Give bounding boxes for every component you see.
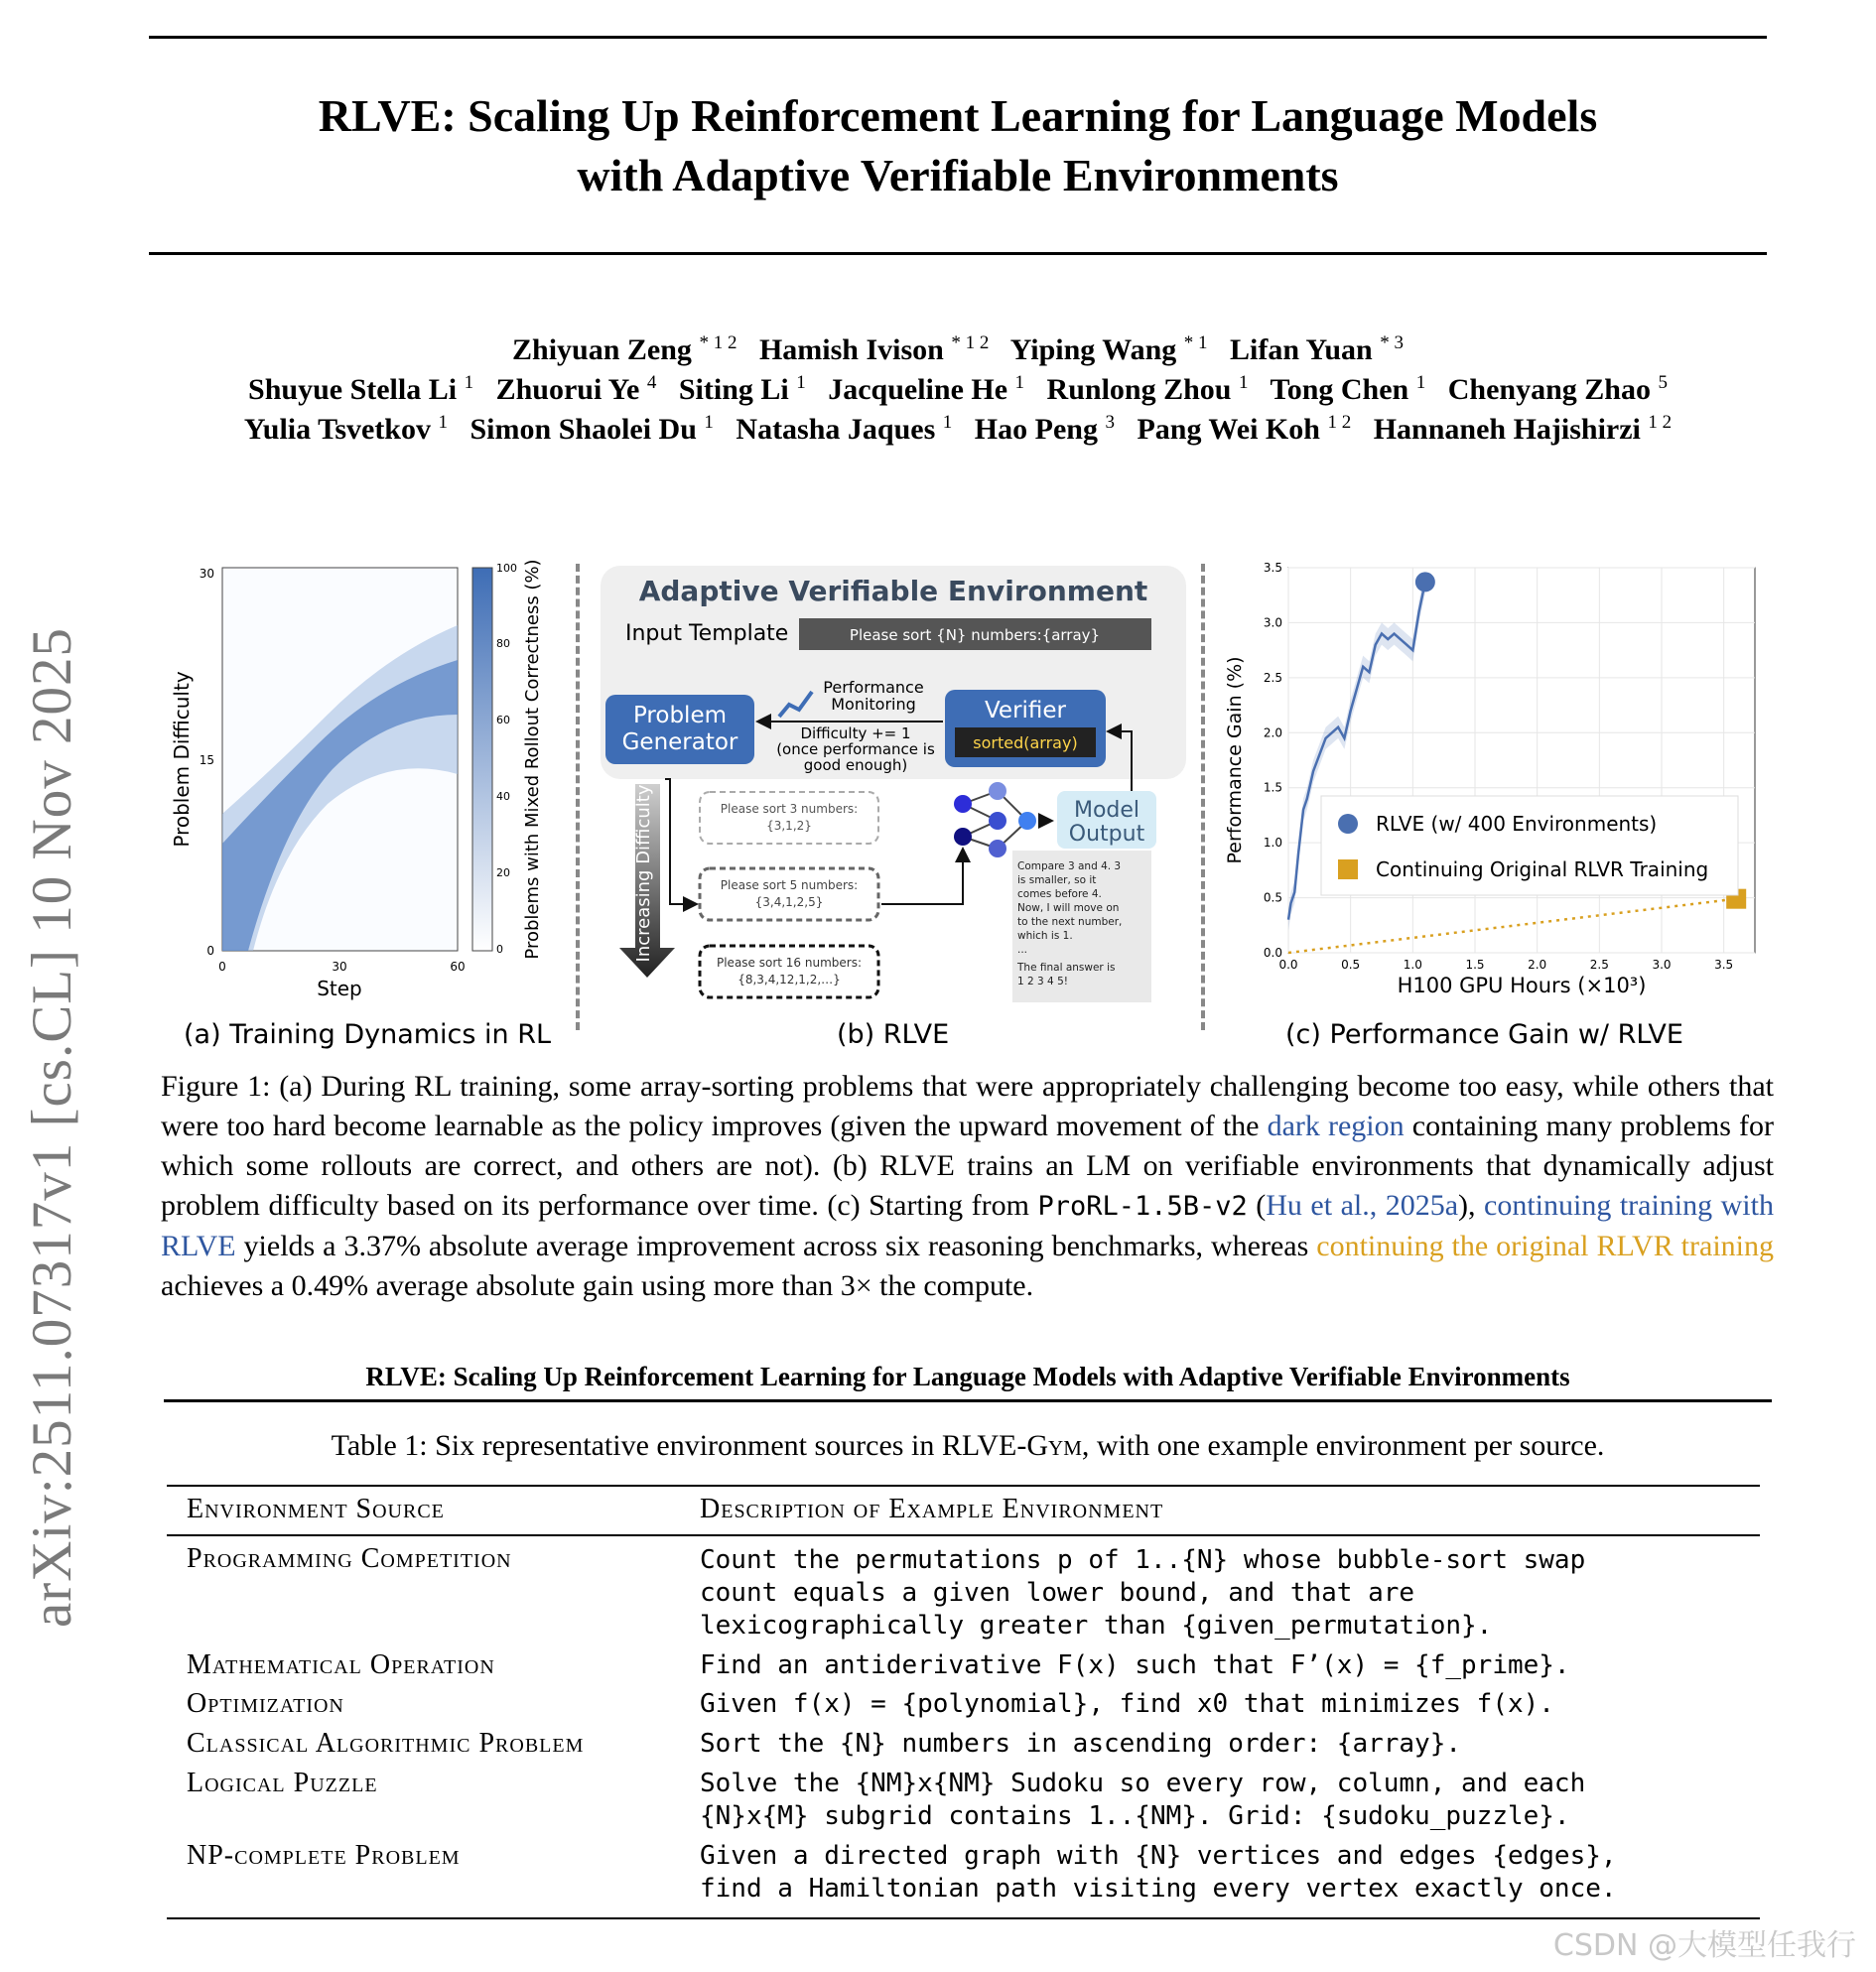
difficulty-note: Difficulty += 1 [800,724,911,742]
figure-c [1219,556,1770,1012]
y-tick-label: 2.0 [1263,725,1282,740]
legend-label: RLVE (w/ 400 Environments) [1376,812,1658,836]
table-cell-description: Count the permutations p of 1..{N} whose bubble-sort swap count equals a given lower bound, and that are lexicographically greater than {given_permutation}. [700,1545,1586,1641]
input-template-label: Input Template [625,621,789,646]
title-bottom-rule [149,252,1767,255]
x-tick-label: 0.5 [1341,958,1361,972]
cbar-tick: 80 [496,637,510,650]
example-text: Please sort 5 numbers: [720,878,859,892]
language-model-icon [954,782,1036,857]
table-cell-description: Find an antiderivative F(x) such that F’(x) = {f_prime}. [700,1650,1570,1680]
example-problem-hard [700,946,878,997]
author[interactable]: Tong Chen $^1$ [1270,372,1426,406]
environment-box-title: Adaptive Verifiable Environment [638,575,1148,607]
problem-generator-label: Problem [632,703,728,728]
example-text: {8,3,4,12,1,2,…} [737,973,841,986]
separator [576,564,580,1030]
author[interactable]: Simon Shaolei Du $^1$ [469,412,714,446]
output-line: Now, I will move on [1017,902,1120,914]
table-cell-source: Mathematical Operation [187,1649,495,1680]
table-header-source: Environment Source [187,1494,445,1524]
model-output-label: Model [1073,798,1140,823]
author[interactable]: Shuyue Stella Li $^1$ [248,372,474,406]
example-text: {3,4,1,2,5} [754,895,824,909]
author[interactable]: Siting Li $^1$ [678,372,806,406]
y-tick-label: 3.5 [1263,561,1282,575]
author[interactable]: Jacqueline He $^1$ [828,372,1025,406]
author-line-3 [139,403,1777,450]
table-cell-source: Classical Algorithmic Problem [187,1728,585,1759]
author[interactable]: Hamish Ivison $^{* 1 2}$ [758,332,990,366]
x-tick-label: 3.0 [1652,958,1672,972]
generator-arrow [665,779,697,904]
author[interactable]: Hao Peng $^3$ [974,412,1115,446]
y-tick-label: 2.5 [1263,670,1282,685]
x-tick-label: 0.0 [1278,958,1298,972]
figure-b [596,561,1191,1012]
paper-title-line-2: with Adaptive Verifiable Environments [577,150,1339,200]
table-cell-description: Solve the {NM}x{NM} Sudoku so every row, column, and each {N}x{M} subgrid contains 1..{NM}. Grid: {sudoku_puzzle}. [700,1769,1586,1831]
author[interactable]: Chenyang Zhao $^5$ [1447,372,1668,406]
table-cell-source: Logical Puzzle [187,1768,378,1798]
running-title-rule [164,1399,1772,1402]
cbar-tick: 40 [496,790,510,803]
example-text: {3,1,2} [766,819,812,833]
table-top-rule [167,1485,1760,1487]
x-tick: 30 [332,960,347,974]
table-cell-description: Given a directed graph with {N} vertices and edges {edges}, find a Hamiltonian path visiting every vertex exactly once. [700,1841,1617,1904]
output-line: 1 2 3 4 5! [1017,976,1068,987]
difficulty-note: (once performance is [776,740,935,758]
colorbar-label: Problems with Mixed Rollout Correctness (%) [522,559,543,960]
y-tick: 0 [206,944,214,958]
cbar-tick: 60 [496,714,510,726]
to-model-arrow [881,849,963,904]
author[interactable]: Zhiyuan Zeng $^{* 1 2}$ [512,332,737,366]
dark-region-highlight: dark region [1267,1110,1405,1142]
example-problem-medium [700,868,878,920]
citation-link[interactable]: Hu et al., 2025a [1266,1189,1459,1222]
output-line: Compare 3 and 4. 3 [1017,860,1122,872]
running-title: RLVE: Scaling Up Reinforcement Learning for Language Models with Adaptive Verifiable Environments [365,1362,1570,1391]
x-tick-label: 1.0 [1403,958,1422,972]
fig-b-caption: (b) RLVE [837,1019,950,1050]
model-output-label: Output [1068,822,1145,847]
increasing-difficulty-label: Increasing Difficulty [633,784,654,963]
table-bottom-rule [167,1917,1760,1919]
cbar-tick: 20 [496,866,510,879]
perf-monitoring-label: Monitoring [831,695,916,714]
x-axis-label: H100 GPU Hours (×10³) [1397,974,1647,997]
table-cell-description: Sort the {N} numbers in ascending order: {array}. [700,1729,1462,1759]
author[interactable]: Hannaneh Hajishirzi $^{1 2}$ [1373,412,1673,446]
x-axis-label: Step [317,977,362,1000]
cbar-tick: 0 [496,943,503,956]
table-cell-description: Given f(x) = {polynomial}, find x0 that minimizes f(x). [700,1689,1554,1719]
rlve-final-point [1415,572,1435,592]
y-tick-label: 3.0 [1263,615,1282,630]
author[interactable]: Yulia Tsvetkov $^1$ [243,412,448,446]
output-line: to the next number, [1017,916,1123,928]
separator [1201,564,1205,1030]
x-tick: 60 [450,960,466,974]
y-tick-label: 1.0 [1263,836,1282,851]
difficulty-note: good enough) [803,756,908,774]
x-tick-label: 2.0 [1528,958,1547,972]
legend-marker-rlvr [1338,859,1358,879]
x-tick-label: 2.5 [1589,958,1609,972]
colorbar [472,568,492,951]
verifier-label: Verifier [984,698,1067,723]
figure-caption: Figure 1: (a) During RL training, some array-sorting problems that were appropriately challenging become too easy, while others that were too hard become learnable as the policy improves (given the upward movement of the dark region containing many problems for which some rollouts are correct, and others are not). (b) RLVE trains an LM on verifiable environments that dynamically adjust problem difficulty based on its performance over time. (c) Starting from ProRL-1.5B-v2 (Hu et al., 2025a), continuing training with RLVE yields a 3.37% absolute average improvement across six reasoning benchmarks, whereas continuing the original RLVR training achieves a 0.49% average absolute gain using more than 3× the compute. [161,1070,1774,1302]
output-line: comes before 4. [1017,888,1102,900]
rlvr-highlight: continuing the original RLVR training [1316,1230,1774,1262]
author[interactable]: Runlong Zhou $^1$ [1046,372,1249,406]
input-template-value: Please sort {N} numbers:{array} [849,626,1101,644]
y-tick: 15 [199,753,214,767]
x-tick-label: 3.5 [1714,958,1734,972]
author[interactable]: Pang Wei Koh $^{1 2}$ [1137,412,1352,446]
paper-title-line-1: RLVE: Scaling Up Reinforcement Learning for Language Models [318,90,1598,141]
table-header-rule [167,1534,1760,1536]
y-axis-label: Problem Difficulty [170,671,194,848]
fig-a-caption: (a) Training Dynamics in RL [184,1019,552,1050]
x-tick: 0 [218,960,226,974]
example-text: Please sort 3 numbers: [720,802,859,816]
watermark: CSDN @大模型任我行 [1552,1928,1856,1963]
x-tick-label: 1.5 [1465,958,1485,972]
author[interactable]: Yiping Wang $^{* 1}$ [1009,332,1208,366]
figure-a [159,556,576,1022]
author[interactable]: Zhuorui Ye $^4$ [495,372,657,406]
legend-label: Continuing Original RLVR Training [1376,857,1709,881]
top-rule [149,36,1767,39]
table-caption: Table 1: Six representative environment sources in RLVE-Gym, with one example environment per source. [331,1429,1605,1462]
y-tick-label: 1.5 [1263,780,1282,795]
y-tick-label: 0.5 [1263,890,1282,905]
rlve-highlight: continuing training with RLVE [161,1189,1774,1262]
author[interactable]: Natasha Jaques $^1$ [736,412,953,446]
fig-c-caption: (c) Performance Gain w/ RLVE [1285,1019,1683,1050]
table-cell-source: Programming Competition [187,1543,512,1574]
cbar-tick: 100 [496,562,517,575]
model-name: ProRL-1.5B-v2 [1037,1191,1248,1222]
output-line: is smaller, so it [1017,874,1097,886]
output-line: The final answer is [1017,962,1116,974]
perf-monitoring-label: Performance [823,678,924,697]
verifier-code: sorted(array) [973,733,1078,752]
example-text: Please sort 16 numbers: [716,956,863,970]
y-axis-label: Performance Gain (%) [1224,656,1246,864]
arxiv-sidebar: arXiv:2511.07317v1 [cs.CL] 10 Nov 2025 [21,627,83,1628]
author[interactable]: Lifan Yuan $^{* 3}$ [1230,332,1404,366]
y-tick: 30 [199,567,214,581]
y-tick-label: 0.0 [1263,946,1282,960]
example-problem-easy [700,792,878,844]
table-header-description: Description of Example Environment [700,1494,1164,1524]
problem-generator-label: Generator [621,729,738,755]
table-cell-source: Optimization [187,1688,344,1719]
legend-marker-rlve [1338,814,1358,834]
table-cell-source: NP-complete Problem [187,1840,461,1871]
output-line: which is 1. [1017,930,1073,942]
output-line: ... [1017,944,1028,956]
